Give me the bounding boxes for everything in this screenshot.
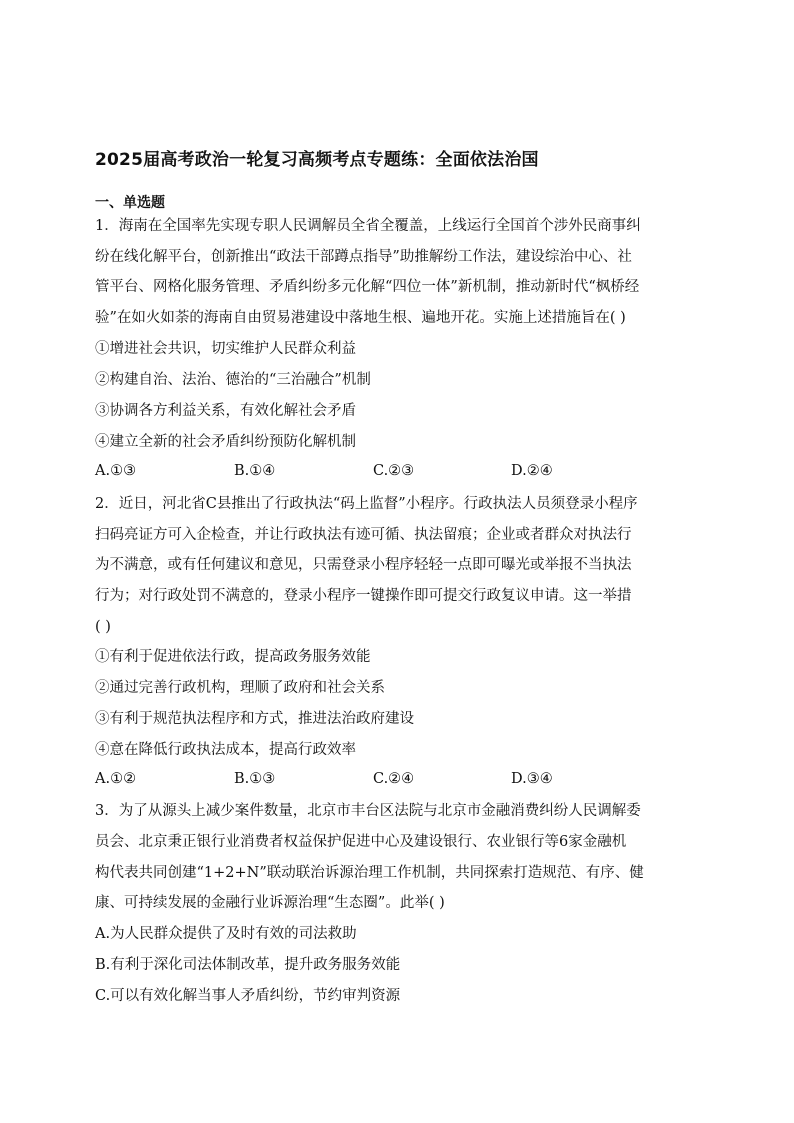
question-2-statement-2: ②通过完善行政机构，理顺了政府和社会关系 — [95, 680, 385, 696]
question-3-stem-line-1: 3．为了从源头上减少案件数量，北京市丰台区法院与北京市金融消费纠纷人民调解委 — [95, 803, 641, 819]
question-3-stem-line-4: 康、可持续发展的金融行业诉源治理“生态圈”。此举( ) — [95, 895, 445, 911]
question-3-choice-c: C.可以有效化解当事人矛盾纠纷，节约审判资源 — [95, 988, 401, 1004]
question-1-options — [95, 463, 705, 483]
question-2-option-b: B.①③ — [234, 771, 276, 787]
question-1-statement-1: ①增进社会共识，切实维护人民群众利益 — [95, 341, 356, 357]
question-2-statement-4: ④意在降低行政执法成本，提高行政效率 — [95, 742, 356, 758]
question-2-options — [95, 771, 705, 791]
question-2-statement-3: ③有利于规范执法程序和方式，推进法治政府建设 — [95, 711, 414, 727]
question-2-stem-line-1: 2．近日，河北省C县推出了行政执法“码上监督”小程序。行政执法人员须登录小程序 — [95, 496, 638, 512]
question-1-stem-line-2: 纷在线化解平台，创新推出“政法干部蹲点指导”助推解纷工作法，建设综治中心、社 — [95, 249, 632, 265]
question-1-option-d: D.②④ — [511, 463, 553, 479]
question-2-option-c: C.②④ — [373, 771, 415, 787]
question-1-option-b: B.①④ — [234, 463, 276, 479]
question-1-stem-line-1: 1．海南在全国率先实现专职人民调解员全省全覆盖，上线运行全国首个涉外民商事纠 — [95, 218, 641, 234]
question-2-stem-line-2: 扫码亮证方可入企检查，并让行政执法有迹可循、执法留痕；企业或者群众对执法行 — [95, 527, 632, 543]
question-2-stem-line-3: 为不满意，或有任何建议和意见，只需登录小程序轻轻一点即可曝光或举报不当执法 — [95, 557, 632, 573]
question-3-stem-line-3: 构代表共同创建“1+2+N”联动联治诉源治理工作机制，共同探索打造规范、有序、健 — [95, 865, 644, 881]
question-1-statement-2: ②构建自治、法治、德治的“三治融合”机制 — [95, 372, 371, 388]
question-2-option-a: A.①② — [95, 771, 137, 787]
question-2-statement-1: ①有利于促进依法行政，提高政务服务效能 — [95, 649, 371, 665]
question-1-option-c: C.②③ — [373, 463, 415, 479]
question-1-statement-3: ③协调各方利益关系，有效化解社会矛盾 — [95, 403, 356, 419]
question-1-option-a: A.①③ — [95, 463, 137, 479]
question-1-stem-line-4: 验”在如火如荼的海南自由贸易港建设中落地生根、遍地开花。实施上述措施旨在( ) — [95, 310, 626, 326]
question-1-stem-line-3: 管平台、网格化服务管理、矛盾纠纷多元化解“四位一体”新机制，推动新时代“枫桥经 — [95, 279, 640, 295]
question-2-option-d: D.③④ — [511, 771, 553, 787]
question-3-choice-a: A.为人民群众提供了及时有效的司法救助 — [95, 926, 357, 942]
section-heading: 一、单选题 — [95, 195, 165, 211]
document-title: 2025届高考政治一轮复习高频考点专题练：全面依法治国 — [95, 150, 539, 170]
question-3-choice-b: B.有利于深化司法体制改革，提升政务服务效能 — [95, 957, 401, 973]
question-1-statement-4: ④建立全新的社会矛盾纠纷预防化解机制 — [95, 434, 356, 450]
question-2-stem-line-4: 行为；对行政处罚不满意的，登录小程序一键操作即可提交行政复议申请。这一举措 — [95, 588, 632, 604]
question-3-stem-line-2: 员会、北京秉正银行业消费者权益保护促进中心及建设银行、农业银行等6家金融机 — [95, 834, 627, 850]
question-2-stem-line-5: ( ) — [95, 619, 111, 635]
